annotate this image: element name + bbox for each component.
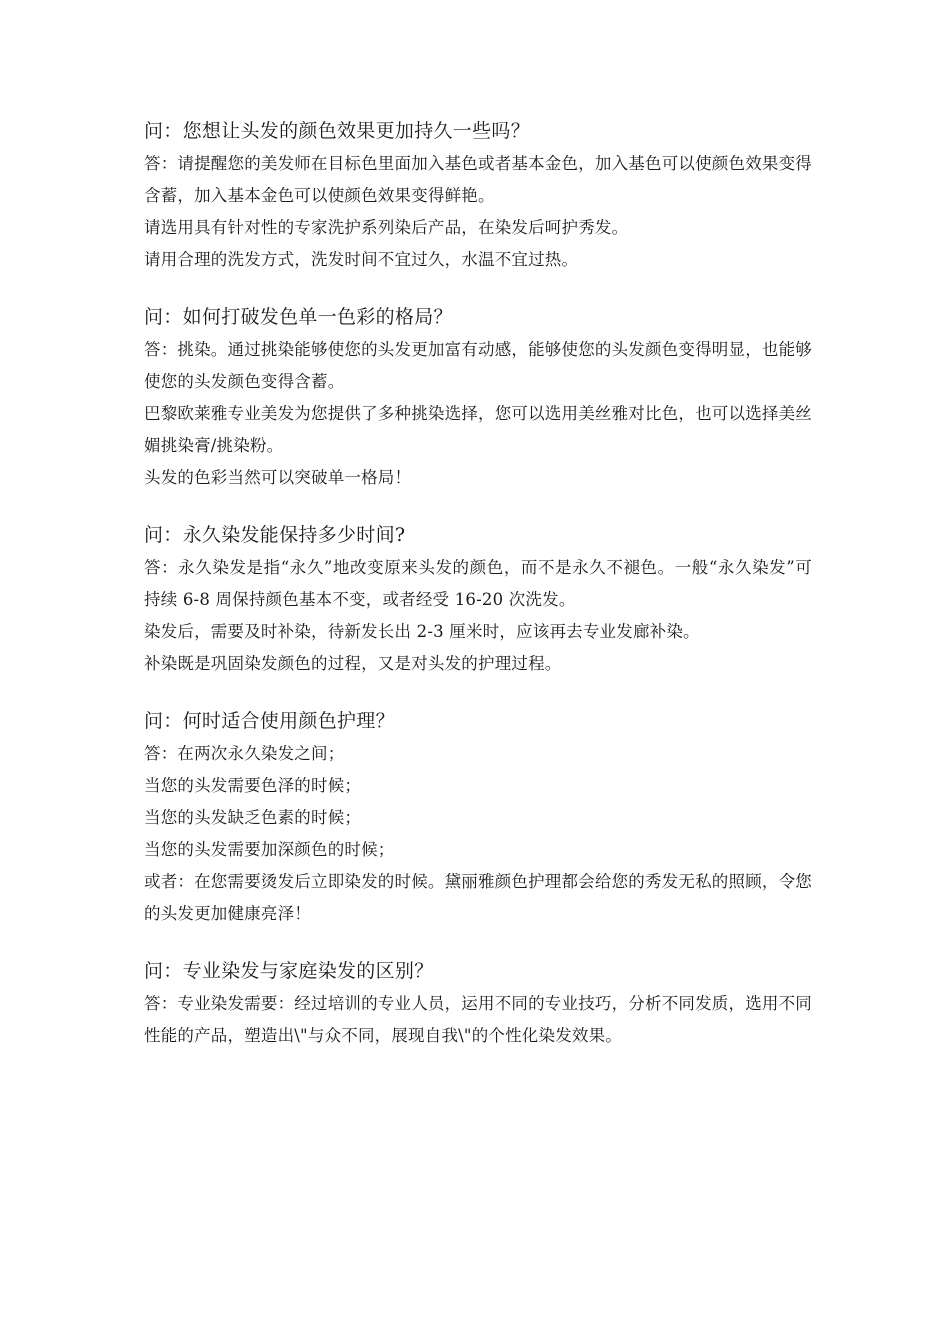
answer-paragraph: 答：请提醒您的美发师在目标色里面加入基色或者基本金色，加入基色可以使颜色效果变得含蓄，加入基本金色可以使颜色效果变得鲜艳。 (144, 154, 812, 205)
qa-section-1 (144, 116, 812, 276)
answer-paragraph: 染发后，需要及时补染，待新发长出 2-3 厘米时，应该再去专业发廊补染。 (144, 622, 700, 641)
answer-paragraph: 补染既是巩固染发颜色的过程，又是对头发的护理过程。 (144, 654, 562, 673)
question-heading: 问：如何打破发色单一色彩的格局？ (144, 306, 453, 328)
qa-section-5 (144, 956, 812, 1052)
answer-paragraph: 或者：在您需要烫发后立即染发的时候。黛丽雅颜色护理都会给您的秀发无私的照顾，令您的头发更加健康亮泽！ (144, 872, 812, 923)
answer-paragraph: 答：专业染发需要：经过培训的专业人员，运用不同的专业技巧，分析不同发质，选用不同性能的产品，塑造出\"与众不同，展现自我\"的个性化染发效果。 (144, 994, 812, 1045)
question-heading: 问：永久染发能保持多少时间? (144, 524, 406, 546)
qa-section-4 (144, 706, 812, 930)
answer-paragraph: 请选用具有针对性的专家洗护系列染后产品，在染发后呵护秀发。 (144, 218, 629, 237)
qa-section-2 (144, 302, 812, 494)
question-heading: 问：您想让头发的颜色效果更加持久一些吗？ (144, 120, 531, 142)
question-heading: 问：专业染发与家庭染发的区别？ (144, 960, 434, 982)
answer-paragraph: 答：永久染发是指“永久”地改变原来头发的颜色，而不是永久不褪色。一般“永久染发”可持续 6-8 周保持颜色基本不变，或者经受 16-20 次洗发。 (144, 558, 812, 609)
answer-paragraph: 请用合理的洗发方式，洗发时间不宜过久，水温不宜过热。 (144, 250, 579, 269)
question-heading: 问：何时适合使用颜色护理？ (144, 710, 395, 732)
answer-paragraph: 当您的头发需要加深颜色的时候； (144, 840, 395, 859)
answer-paragraph: 当您的头发需要色泽的时候； (144, 776, 362, 795)
answer-paragraph: 头发的色彩当然可以突破单一格局！ (144, 468, 412, 487)
qa-section-3 (144, 520, 812, 680)
answer-paragraph: 答：在两次永久染发之间； (144, 744, 345, 763)
answer-paragraph: 巴黎欧莱雅专业美发为您提供了多种挑染选择，您可以选用美丝雅对比色，也可以选择美丝媚挑染膏/挑染粉。 (144, 404, 812, 455)
answer-paragraph: 答：挑染。通过挑染能够使您的头发更加富有动感，能够使您的头发颜色变得明显，也能够使您的头发颜色变得含蓄。 (144, 340, 812, 391)
document-page (144, 116, 812, 1078)
answer-paragraph: 当您的头发缺乏色素的时候； (144, 808, 362, 827)
